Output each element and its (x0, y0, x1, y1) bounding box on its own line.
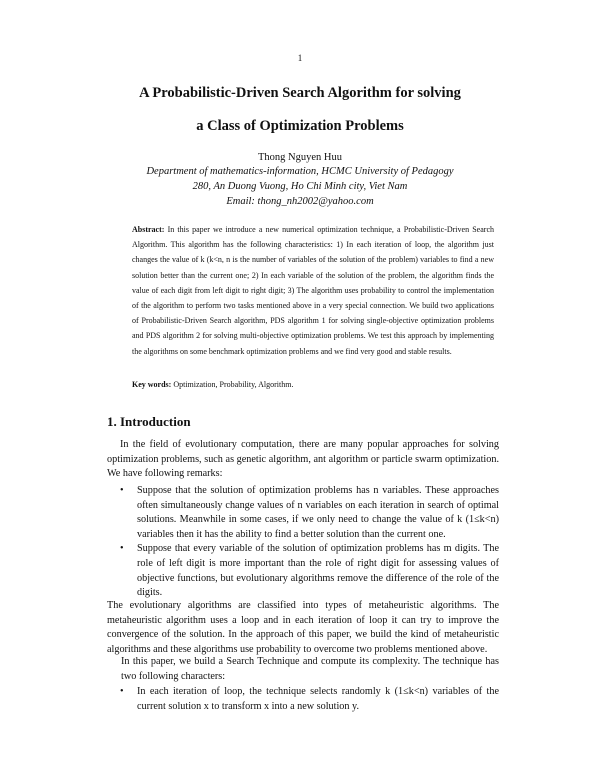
bullet-icon: • (120, 485, 124, 496)
section-heading-introduction: 1. Introduction (107, 414, 191, 429)
characters-list (107, 685, 499, 714)
list-item (107, 484, 499, 542)
list-item-text: In each iteration of loop, the technique selects randomly k (1≤k<n) variables of the current solution x to transform x into a new solution y. (137, 686, 499, 712)
page-number: 1 (297, 53, 303, 63)
intro-paragraph-3: In this paper, we build a Search Technique and compute its complexity. The technique has two following characters: (121, 656, 499, 682)
abstract (132, 222, 494, 359)
affiliation-department: Department of mathematics-information, HCMC University of Pedagogy (146, 166, 454, 177)
keywords-text: Optimization, Probability, Algorithm. (173, 380, 294, 389)
bullet-icon: • (120, 543, 124, 555)
list-item-text: Suppose that the solution of optimization problems has n variables. These approaches often simultaneously change values of n variables on each iteration in search of optimal solutions. Meanwhile in some cases, if we only need to change the value of k (1≤k<n) variables then it has the ability to find a better solution than the current one. (137, 485, 499, 540)
list-item (107, 685, 499, 714)
intro-paragraph-1: In the field of evolutionary computation, there are many popular approaches for solving optimization problems, such as genetic algorithm, ant algorithm or particle swarm optimization. We have following remarks: (107, 439, 499, 480)
remarks-list (107, 484, 499, 601)
bullet-icon: • (120, 686, 124, 697)
paper-title-line-2: a Class of Optimization Problems (196, 118, 404, 134)
list-item-text: Suppose that every variable of the solution of optimization problems has m digits. The role of left digit is more important than the role of right digit for assessing values of objective functions, but evolutionary algorithms remove the difference of the role of the digits. (137, 543, 499, 599)
intro-paragraph-2: The evolutionary algorithms are classified into types of metaheuristic algorithms. The metaheuristic algorithm uses a loop and in each iteration of loop it can try to improve the convergence of the solution. In the approach of this paper, we build the kind of metaheuristic algorithms and these algorithms use probability to overcome two problems mentioned above. (107, 600, 499, 655)
author-name: Thong Nguyen Huu (258, 152, 342, 163)
keywords-label: Key words: (132, 380, 172, 389)
abstract-label: Abstract: (132, 225, 165, 234)
list-item (107, 542, 499, 600)
affiliation-email: Email: thong_nh2002@yahoo.com (226, 196, 374, 207)
affiliation-address: 280, An Duong Vuong, Ho Chi Minh city, Viet Nam (192, 181, 408, 192)
paper-title-line-1: A Probabilistic-Driven Search Algorithm for solving (139, 85, 461, 101)
keywords (132, 379, 494, 391)
abstract-text: In this paper we introduce a new numerical optimization technique, a Probabilistic-Driven Search Algorithm. This algorithm has the following characteristics: 1) In each iteration of loop, the algorithm just changes the value of k (k<n, n is the number of variables of the solution of the problem) variables to find a new solution better than the current one; 2) In each variable of the solution of the problem, the algorithm finds the value of each digit from left digit to right digit; 3) The algorithm uses probability to control the implementation of the algorithm to perform two tasks mentioned above in a very special connection. We build two applications of Probabilistic-Driven Search algorithm, PDS algorithm 1 for solving single-objective optimization problems and PDS algorithm 2 for solving multi-objective optimization problems. We test this approach by implementing the algorithms on some benchmark optimization problems and we find very good and stable results. (132, 225, 495, 356)
